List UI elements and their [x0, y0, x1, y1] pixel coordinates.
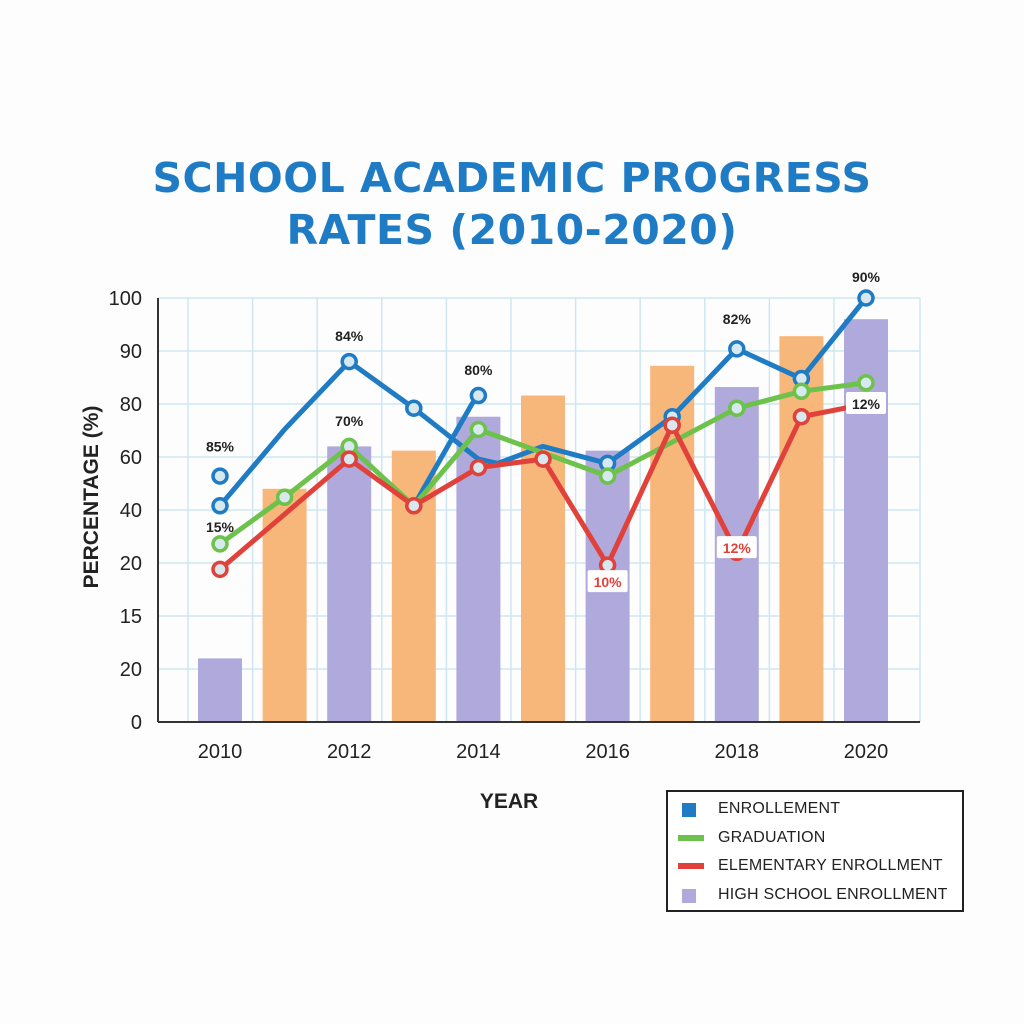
data-label: 70%: [335, 412, 364, 429]
chart-title-line-2: RATES (2010-2020): [286, 206, 738, 254]
y-tick-label: 0: [130, 712, 142, 734]
x-tick-label: 2014: [456, 741, 501, 763]
data-label: 10%: [593, 574, 622, 591]
enrollement-point: [342, 355, 356, 369]
y-tick-label: 90: [119, 341, 142, 363]
legend-swatch-elementary-enrollment: [678, 863, 704, 869]
graduation-point: [859, 376, 873, 390]
data-label: 82%: [722, 311, 751, 328]
x-tick-label: 2016: [585, 741, 630, 763]
x-tick-label: 2018: [714, 741, 760, 763]
enrollement-point: [213, 469, 227, 483]
enrollement-point: [730, 342, 744, 356]
graduation-point: [213, 537, 227, 551]
chart-title-line-1: SCHOOL ACADEMIC PROGRESS: [152, 154, 872, 202]
data-label: 85%: [205, 438, 235, 455]
graduation-point: [278, 490, 292, 504]
bar-2011: [263, 489, 307, 722]
enrollement-point: [859, 291, 873, 305]
y-tick-label: 60: [119, 447, 142, 469]
x-tick-label: 2012: [326, 741, 372, 763]
data-label: 15%: [205, 518, 235, 535]
graduation-point: [730, 401, 744, 415]
elementary-enrollment-point: [213, 562, 227, 576]
enrollement-point: [213, 499, 227, 513]
y-tick-label: 40: [119, 500, 142, 522]
data-label: 12%: [722, 540, 751, 557]
legend-label-elementary-enrollment: ELEMENTARY ENROLLMENT: [718, 857, 943, 874]
data-label: 84%: [335, 328, 364, 345]
chart-title: [0, 152, 1024, 256]
bar-2012: [327, 446, 371, 722]
legend-swatch-high-school-enrollment: [682, 889, 696, 903]
enrollement-point: [471, 389, 485, 403]
y-tick-label: 80: [119, 394, 142, 416]
data-label: 12%: [851, 396, 881, 412]
y-tick-label: 20: [119, 659, 142, 681]
enrollement-point: [407, 401, 421, 415]
elementary-enrollment-point: [407, 499, 421, 513]
y-tick-label: 15: [119, 606, 142, 628]
graduation-point: [794, 384, 808, 398]
graduation-point: [601, 469, 615, 483]
y-tick-label: 20: [119, 553, 142, 575]
x-tick-label: 2020: [843, 741, 889, 763]
data-label: 80%: [464, 362, 493, 379]
legend-label-enrollement: ENROLLEMENT: [718, 800, 841, 817]
chart-legend: [666, 790, 964, 912]
legend-swatch-enrollement: [682, 803, 696, 817]
elementary-enrollment-point: [536, 452, 550, 466]
legend-label-graduation: GRADUATION: [718, 829, 826, 846]
graduation-point: [471, 422, 485, 436]
bar-2010: [198, 658, 242, 722]
legend-label-high-school-enrollment: HIGH SCHOOL ENROLLMENT: [718, 886, 948, 903]
data-label: 90%: [851, 268, 881, 285]
elementary-enrollment-point: [665, 418, 679, 432]
legend-swatch-graduation: [678, 835, 704, 841]
y-tick-label: 100: [108, 288, 142, 310]
elementary-enrollment-point: [342, 452, 356, 466]
x-tick-label: 2010: [197, 741, 243, 763]
elementary-enrollment-point: [601, 558, 615, 572]
y-axis-label: PERCENTAGE (%): [80, 405, 103, 589]
x-axis-label: YEAR: [479, 790, 539, 813]
elementary-enrollment-point: [471, 461, 485, 475]
elementary-enrollment-point: [794, 410, 808, 424]
